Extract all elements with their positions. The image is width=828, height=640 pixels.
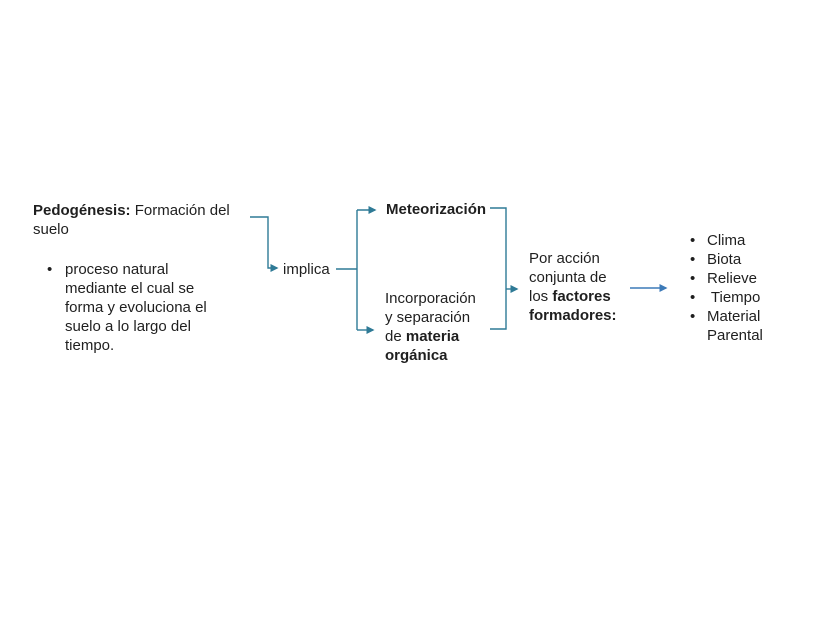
accion-line3-regular: los bbox=[529, 288, 553, 305]
accion-line2: conjunta de bbox=[529, 269, 607, 286]
bullet-icon bbox=[690, 288, 707, 307]
pedogenesis-definition bbox=[33, 201, 230, 239]
bullet-text-line: proceso natural bbox=[65, 261, 169, 278]
bullet-text-line: forma y evoluciona el bbox=[65, 299, 207, 316]
factor-label: Relieve bbox=[707, 270, 758, 287]
accion-line3 bbox=[529, 287, 617, 306]
connector-implica-trunk bbox=[336, 210, 357, 330]
incorporacion-line4: orgánica bbox=[385, 347, 448, 364]
bullet-text-line: suelo a lo largo del bbox=[65, 318, 191, 335]
connector-title-to-implica bbox=[250, 217, 277, 268]
bullet-icon bbox=[690, 307, 707, 326]
pedogenesis-bullet-text bbox=[65, 260, 207, 355]
bullet-text-line: mediante el cual se bbox=[65, 280, 195, 297]
factor-item-clima bbox=[690, 231, 763, 250]
bullet-icon bbox=[690, 269, 707, 288]
factor-label: Tiempo bbox=[707, 289, 761, 306]
factor-label: Material bbox=[707, 308, 761, 325]
factor-label: Clima bbox=[707, 232, 746, 249]
bullet-text-line: tiempo. bbox=[65, 337, 115, 354]
factor-item-biota bbox=[690, 250, 763, 269]
factor-label: Biota bbox=[707, 251, 742, 268]
factor-item-material-parental-line2 bbox=[690, 326, 763, 345]
incorporacion-block bbox=[385, 289, 476, 365]
incorporacion-line3 bbox=[385, 327, 476, 346]
bracket-processes bbox=[490, 208, 506, 329]
factors-list bbox=[690, 231, 763, 345]
pedogenesis-definition-part2: suelo bbox=[33, 221, 69, 238]
pedogenesis-term: Pedogénesis: bbox=[33, 202, 131, 219]
factor-item-tiempo bbox=[690, 288, 763, 307]
meteorizacion-label: Meteorización bbox=[386, 201, 487, 218]
pedogenesis-bullet-item bbox=[47, 260, 207, 355]
factor-item-relieve bbox=[690, 269, 763, 288]
incorporacion-line2: y separación bbox=[385, 309, 471, 326]
bullet-icon bbox=[690, 250, 707, 269]
bullet-icon bbox=[690, 231, 707, 250]
accion-line4: formadores: bbox=[529, 307, 617, 324]
factor-label: Parental bbox=[707, 327, 763, 344]
pedogenesis-line1 bbox=[33, 201, 230, 220]
accion-block bbox=[529, 249, 617, 325]
incorporacion-line3-bold: materia bbox=[405, 328, 460, 345]
pedogenesis-definition-part1: Formación del bbox=[130, 202, 230, 219]
implica-label: implica bbox=[283, 261, 330, 278]
bullet-icon bbox=[47, 260, 65, 279]
incorporacion-line3-regular: de bbox=[385, 328, 406, 345]
incorporacion-line1: Incorporación bbox=[385, 290, 476, 307]
factor-item-material-parental bbox=[690, 307, 763, 326]
accion-line1: Por acción bbox=[529, 250, 600, 267]
accion-line3-bold: factores bbox=[552, 288, 611, 305]
